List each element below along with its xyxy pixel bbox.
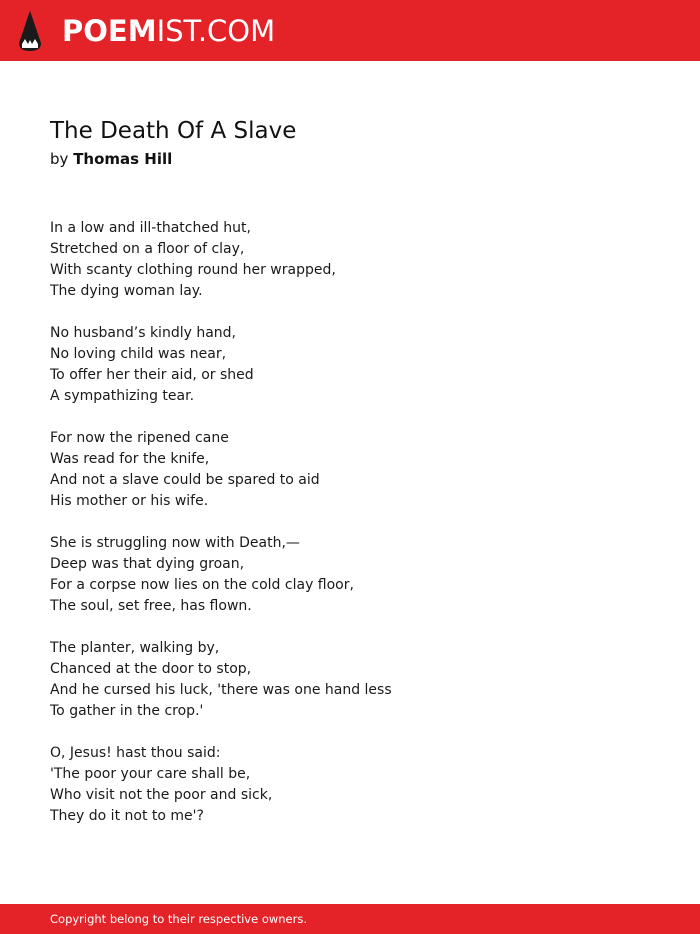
poem-line: With scanty clothing round her wrapped,	[50, 262, 336, 278]
poem-line: No husband’s kindly hand,	[50, 325, 236, 341]
stanza	[50, 218, 650, 302]
header-bar	[0, 0, 700, 61]
logo-wordmark	[62, 10, 275, 52]
poem-line: Stretched on a floor of clay,	[50, 241, 245, 257]
poem-line: The dying woman lay.	[50, 283, 203, 299]
poem-line: 'The poor your care shall be,	[50, 766, 251, 782]
poem-line: Chanced at the door to stop,	[50, 661, 252, 677]
poem-line: The planter, walking by,	[50, 640, 220, 656]
logo-text-light: IST.COM	[156, 14, 276, 48]
stanza	[50, 428, 650, 512]
poem-line: And not a slave could be spared to aid	[50, 472, 320, 488]
poem-line: They do it not to me'?	[50, 808, 204, 824]
poem-line: Deep was that dying groan,	[50, 556, 245, 572]
poem-line: Who visit not the poor and sick,	[50, 787, 273, 803]
poem-line: And he cursed his luck, 'there was one hand less	[50, 682, 392, 698]
poem-line: O, Jesus! hast thou said:	[50, 745, 221, 761]
poem-body	[50, 218, 650, 848]
poem-line: For now the ripened cane	[50, 430, 229, 446]
poem-heading	[50, 116, 650, 170]
poem-line: His mother or his wife.	[50, 493, 209, 509]
footer-bar	[0, 904, 700, 934]
poem-title: The Death Of A Slave	[50, 118, 297, 144]
byline	[50, 148, 650, 170]
poem-line: The soul, set free, has flown.	[50, 598, 252, 614]
pencil-tip-icon	[18, 10, 42, 52]
stanza	[50, 638, 650, 722]
poem-line: No loving child was near,	[50, 346, 227, 362]
copyright-text: Copyright belong to their respective owners.	[50, 912, 308, 926]
stanza	[50, 323, 650, 407]
poem-line: Was read for the knife,	[50, 451, 210, 467]
poem-line: To offer her their aid, or shed	[50, 367, 254, 383]
poem-line: A sympathizing tear.	[50, 388, 195, 404]
stanza	[50, 743, 650, 827]
logo-text-bold: POEM	[62, 14, 157, 48]
by-label: by	[50, 150, 69, 168]
site-logo[interactable]	[18, 10, 275, 52]
poem-line: In a low and ill-thatched hut,	[50, 220, 251, 236]
stanza	[50, 533, 650, 617]
poem-line: For a corpse now lies on the cold clay floor,	[50, 577, 354, 593]
poem-line: To gather in the crop.'	[50, 703, 204, 719]
author-name: Thomas Hill	[73, 150, 173, 168]
poem-line: She is struggling now with Death,—	[50, 535, 300, 551]
